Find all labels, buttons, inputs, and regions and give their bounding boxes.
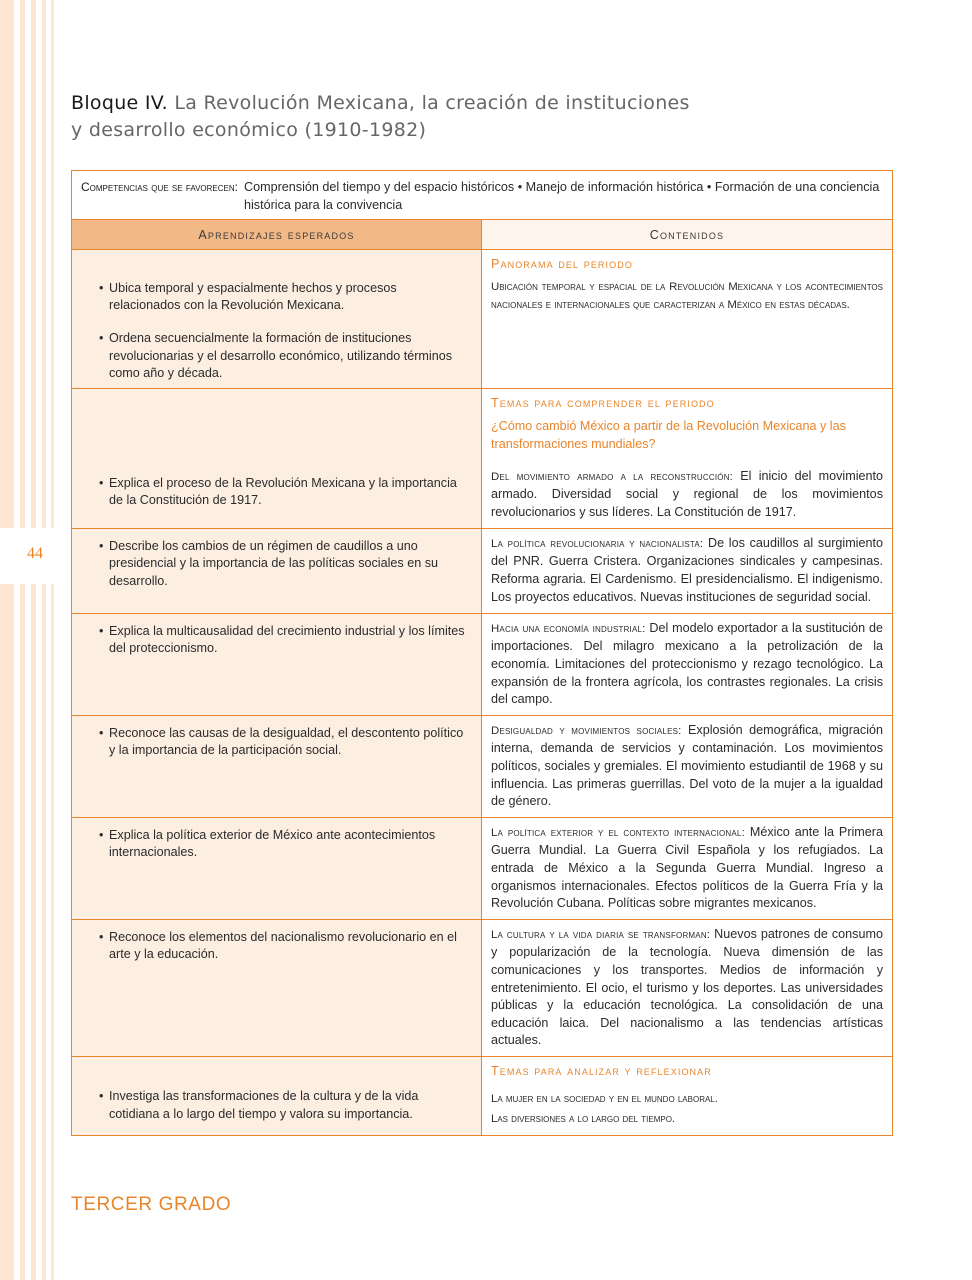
contenido-text: México ante la Primera Guerra Mundial. La Guerra Civil Española y los refugiados. La entrada de México a la Segunda Guerra Mundial. Ingreso a organismos internacionales. Efectos políticos de la Guerra Fría y la Revolución Cubana. Políticas sobre migrantes mexicanos. xyxy=(491,824,883,911)
contenidos-cell xyxy=(482,528,893,613)
aprendizajes-cell xyxy=(72,919,482,1056)
curriculum-table xyxy=(71,170,893,1136)
section-heading: Temas para analizar y reflexionar xyxy=(491,1063,712,1078)
contenido-text: Del modelo exportador a la sustitución de importaciones. Del milagro mexicano a la petrolización de la economía. Limitaciones del proteccionismo y rezago tecnológico. La expansión de la frontera agrícola, los contrastes regionales. La crisis del campo. xyxy=(491,620,883,707)
aprendizaje-item: • Reconoce los elementos del nacionalismo revolucionario en el arte y la educación. xyxy=(100,929,471,964)
header-contenidos: Contenidos xyxy=(482,220,893,250)
topic-label: La política exterior y el contexto internacional: xyxy=(491,826,745,839)
table-row xyxy=(72,1056,893,1135)
stripe xyxy=(0,0,14,1280)
contenido-paragraph xyxy=(491,722,883,811)
page-number: 44 xyxy=(27,545,43,562)
block-label: Bloque IV. xyxy=(71,92,168,114)
table-row xyxy=(72,249,893,388)
contenido-paragraph xyxy=(491,824,883,913)
contenidos-cell xyxy=(482,613,893,715)
stripe xyxy=(20,0,25,1280)
contenido-text: Ubicación temporal y espacial de la Revolución Mexicana y los acontecimientos nacionales e internacionales que caracterizan a México en estas décadas. xyxy=(491,281,883,311)
section-heading: Panorama del periodo xyxy=(491,256,633,271)
table-row xyxy=(72,919,893,1056)
aprendizaje-item: • Ordena secuencialmente la formación de instituciones revolucionarias y el desarrollo económico, utilizando términos como año y década. xyxy=(100,330,471,383)
stripe xyxy=(51,0,54,1280)
topic-label: Desigualdad y movimientos sociales: xyxy=(491,724,682,737)
aprendizajes-cell xyxy=(72,817,482,919)
contenido-paragraph xyxy=(491,620,883,709)
decorative-stripes xyxy=(0,0,60,1280)
contenido-paragraph xyxy=(491,468,883,522)
stripe xyxy=(31,0,36,1280)
contenido-text: Nuevos patrones de consumo y popularización de la tecnología. Nueva dimensión de las comunicaciones y los transportes. Medios de información y entretenimiento. El ocio, el turismo y los deportes. Las universidades públicas y la educación tecnológica. La consolidación de una educación laica. Del nacionalismo a las tendencias artísticas actuales. xyxy=(491,926,883,1048)
header-aprendizajes: Aprendizajes esperados xyxy=(72,220,482,250)
contenidos-cell xyxy=(482,715,893,817)
aprendizaje-item: • Explica la multicausalidad del crecimiento industrial y los límites del proteccionismo. xyxy=(100,623,471,658)
header-row xyxy=(72,220,893,250)
table-row xyxy=(72,817,893,919)
contenido-paragraph xyxy=(491,926,883,1050)
section-heading: Temas para comprender el periodo xyxy=(491,395,715,410)
topic-label: La cultura y la vida diaria se transforman: xyxy=(491,928,711,941)
aprendizaje-item: • Explica la política exterior de México ante acontecimientos internacionales. xyxy=(100,827,471,862)
title-line-1: La Revolución Mexicana, la creación de instituciones xyxy=(174,92,690,114)
contenidos-cell xyxy=(482,249,893,388)
table-row xyxy=(72,715,893,817)
competencias-row xyxy=(72,171,893,220)
stripe xyxy=(42,0,46,1280)
aprendizajes-cell xyxy=(72,249,482,388)
aprendizaje-item: • Reconoce las causas de la desigualdad, el descontento político y la importancia de la participación social. xyxy=(100,725,471,760)
contenido-text: De los caudillos al surgimiento del PNR. Guerra Cristera. Organizaciones sindicales y campesinas. Reforma agraria. El Cardenismo. El presidencialismo. El indigenismo. Los proyectos educativos. Nuevas instituciones de seguridad social. xyxy=(491,535,883,604)
contenidos-cell xyxy=(482,919,893,1056)
contenido-text: Explosión demográfica, migración interna, demanda de servicios y contaminación. Los movimientos políticos, sociales y gremiales. El movimiento estudiantil de 1968 y su influencia. Las primeras guerrillas. Del voto de la mujer a la igualdad de género. xyxy=(491,722,884,809)
contenidos-cell xyxy=(482,1056,893,1135)
contenido-paragraph xyxy=(491,535,883,606)
competencias-text: Comprensión del tiempo y del espacio históricos • Manejo de información histórica • Formación de una conciencia histórica para la convivencia xyxy=(244,180,880,212)
aprendizajes-cell xyxy=(72,1056,482,1135)
competencias-label: Competencias que se favorecen: xyxy=(81,180,238,194)
aprendizaje-item: • Ubica temporal y espacialmente hechos y procesos relacionados con la Revolución Mexicana. xyxy=(100,280,471,315)
reflection-item: Las diversiones a lo largo del tiempo. xyxy=(491,1113,676,1126)
contenidos-cell xyxy=(482,817,893,919)
aprendizaje-item: • Describe los cambios de un régimen de caudillos a uno presidencial y la importancia de las políticas sociales en su desarrollo. xyxy=(100,538,471,591)
aprendizaje-item: • Explica el proceso de la Revolución Mexicana y la importancia de la Constitución de 1917. xyxy=(100,475,471,510)
aprendizajes-cell xyxy=(72,528,482,613)
guiding-question: ¿Cómo cambió México a partir de la Revolución Mexicana y las transformaciones mundiales? xyxy=(491,419,846,451)
reflection-item: La mujer en la sociedad y en el mundo laboral. xyxy=(491,1092,718,1105)
topic-label: Del movimiento armado a la reconstrucción: xyxy=(491,470,734,483)
aprendizajes-cell xyxy=(72,715,482,817)
aprendizajes-cell xyxy=(72,388,482,528)
table-row xyxy=(72,388,893,528)
topic-label: Hacia una economía industrial: xyxy=(491,622,646,635)
aprendizaje-item: • Investiga las transformaciones de la cultura y de la vida cotidiana a lo largo del tiempo y valora su importancia. xyxy=(100,1088,471,1123)
table-row xyxy=(72,528,893,613)
contenido-text: El inicio del movimiento armado. Diversidad social y regional de los movimientos revolucionarios y sus líderes. La Constitución de 1917. xyxy=(491,468,884,519)
contenidos-cell xyxy=(482,388,893,528)
table-row xyxy=(72,613,893,715)
competencias-cell xyxy=(72,171,893,220)
aprendizajes-cell xyxy=(72,613,482,715)
page-title xyxy=(71,90,891,144)
title-line-2: y desarrollo económico (1910-1982) xyxy=(71,119,427,141)
topic-label: La política revolucionaria y nacionalista: xyxy=(491,537,704,550)
footer-grade: TERCER GRADO xyxy=(71,1194,232,1215)
